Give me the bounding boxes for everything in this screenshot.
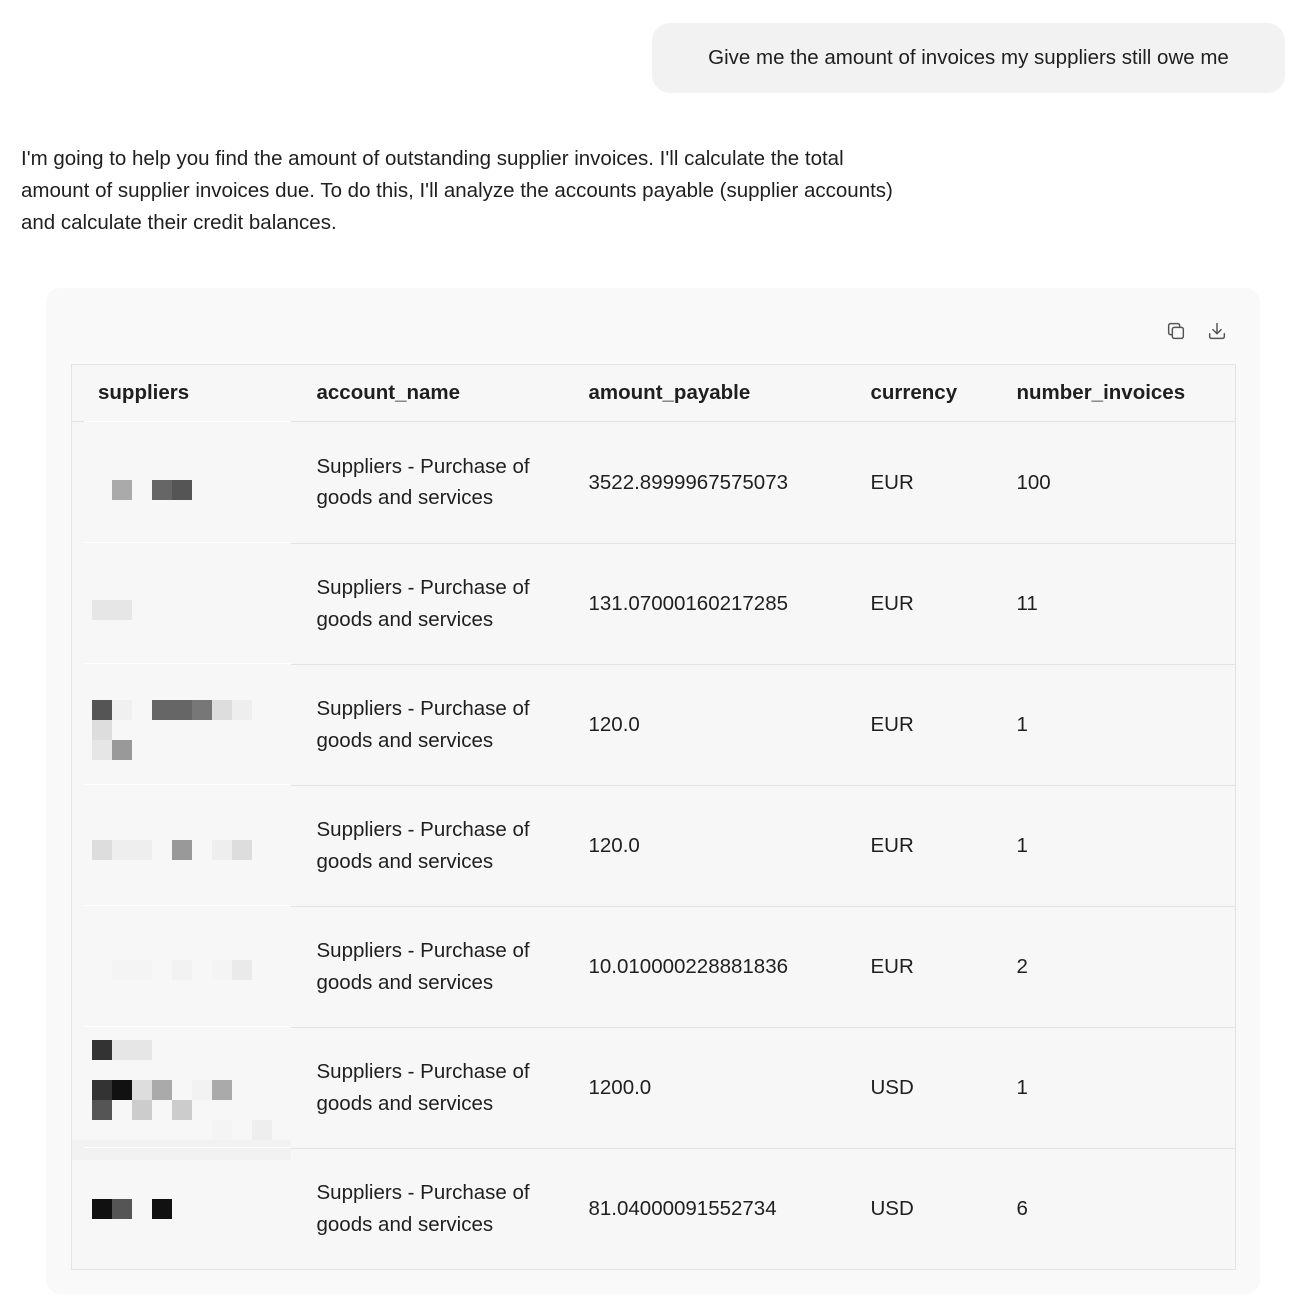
amount-payable-cell: 120.0 [563, 785, 845, 906]
supplier-name-redacted [72, 785, 291, 906]
currency-cell: EUR [845, 785, 991, 906]
number-invoices-cell: 1 [991, 785, 1236, 906]
column-header-suppliers[interactable]: suppliers [72, 365, 291, 422]
redacted-pixels [72, 422, 291, 543]
redacted-pixels [72, 543, 291, 664]
supplier-name-redacted [72, 906, 291, 1027]
assistant-line: and calculate their credit balances. [21, 211, 337, 234]
table-row [72, 422, 1236, 544]
assistant-line: I'm going to help you find the amount of outstanding supplier invoices. I'll calculate the total [21, 147, 844, 170]
currency-cell: EUR [845, 543, 991, 664]
number-invoices-cell: 2 [991, 906, 1236, 1027]
supplier-name-redacted [72, 1148, 291, 1270]
number-invoices-cell: 100 [991, 422, 1236, 544]
number-invoices-cell: 6 [991, 1148, 1236, 1270]
table-row [72, 1027, 1236, 1148]
table-row [72, 543, 1236, 664]
amount-payable-cell: 131.07000160217285 [563, 543, 845, 664]
account-name-cell: Suppliers - Purchase of goods and services [291, 1148, 563, 1270]
redacted-pixels [72, 664, 291, 785]
results-table [71, 364, 1236, 1270]
account-name-cell: Suppliers - Purchase of goods and services [291, 1027, 563, 1148]
supplier-name-redacted [72, 664, 291, 785]
column-header-number-invoices[interactable]: number_invoices [991, 365, 1236, 422]
supplier-name-redacted [72, 1027, 291, 1148]
supplier-name-redacted [72, 543, 291, 664]
currency-cell: USD [845, 1148, 991, 1270]
download-icon [1206, 320, 1228, 342]
table-header-row [72, 365, 1236, 422]
number-invoices-cell: 1 [991, 1027, 1236, 1148]
assistant-message [21, 143, 1021, 239]
amount-payable-cell: 3522.8999967575073 [563, 422, 845, 544]
table-row [72, 906, 1236, 1027]
number-invoices-cell: 11 [991, 543, 1236, 664]
table-row [72, 1148, 1236, 1270]
currency-cell: EUR [845, 422, 991, 544]
number-invoices-cell: 1 [991, 664, 1236, 785]
user-message-text: Give me the amount of invoices my suppliers still owe me [708, 46, 1229, 69]
currency-cell: EUR [845, 906, 991, 1027]
account-name-cell: Suppliers - Purchase of goods and services [291, 543, 563, 664]
download-button[interactable] [1204, 318, 1230, 344]
copy-button[interactable] [1163, 318, 1189, 344]
column-header-amount-payable[interactable]: amount_payable [563, 365, 845, 422]
account-name-cell: Suppliers - Purchase of goods and services [291, 664, 563, 785]
currency-cell: USD [845, 1027, 991, 1148]
redacted-pixels [72, 906, 291, 1027]
amount-payable-cell: 10.010000228881836 [563, 906, 845, 1027]
account-name-cell: Suppliers - Purchase of goods and services [291, 906, 563, 1027]
amount-payable-cell: 120.0 [563, 664, 845, 785]
copy-icon [1165, 320, 1187, 342]
currency-cell: EUR [845, 664, 991, 785]
redacted-pixels [72, 785, 291, 906]
amount-payable-cell: 1200.0 [563, 1027, 845, 1148]
account-name-cell: Suppliers - Purchase of goods and services [291, 785, 563, 906]
column-header-currency[interactable]: currency [845, 365, 991, 422]
redacted-pixels [72, 1148, 291, 1269]
table-row [72, 785, 1236, 906]
table-row [72, 664, 1236, 785]
supplier-name-redacted [72, 422, 291, 544]
column-header-account-name[interactable]: account_name [291, 365, 563, 422]
amount-payable-cell: 81.04000091552734 [563, 1148, 845, 1270]
user-message-bubble [652, 23, 1285, 93]
assistant-line: amount of supplier invoices due. To do this, I'll analyze the accounts payable (supplier accounts) [21, 179, 893, 202]
account-name-cell: Suppliers - Purchase of goods and services [291, 422, 563, 544]
redacted-pixels [72, 1027, 291, 1148]
